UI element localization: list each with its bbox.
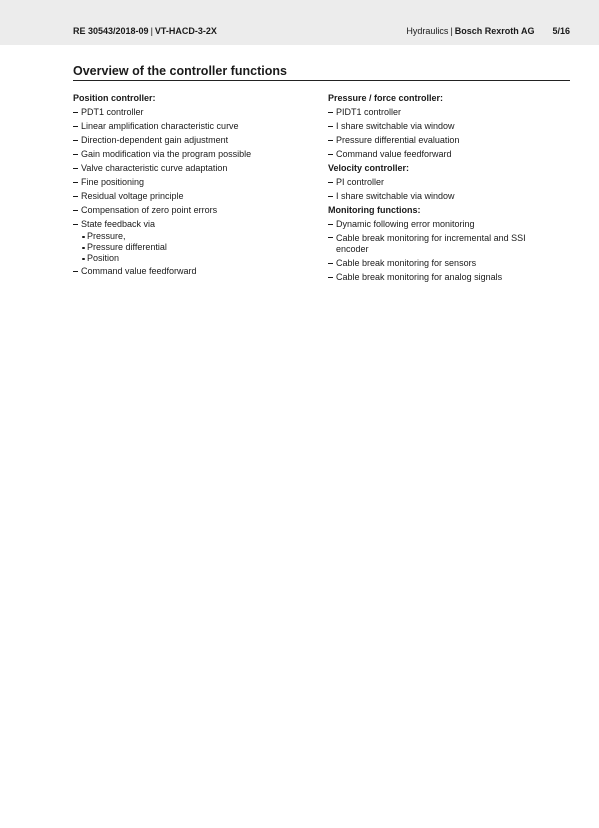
list-item: PI controller (328, 175, 543, 189)
list-item: Fine positioning (73, 175, 313, 189)
monitoring-functions-list (328, 217, 543, 284)
pressure-controller-heading: Pressure / force controller: (328, 93, 444, 103)
list-item: Compensation of zero point errors (73, 203, 313, 217)
sub-list-item: Pressure, (81, 231, 313, 242)
page-number: 5/16 (552, 26, 570, 36)
page-header (0, 0, 599, 45)
monitoring-functions-heading: Monitoring functions: (328, 205, 421, 215)
right-column (328, 91, 543, 284)
list-item: Linear amplification characteristic curve (73, 119, 313, 133)
header-doc-reference (73, 26, 217, 37)
list-item: I share switchable via window (328, 189, 543, 203)
header-company-info (406, 26, 570, 37)
list-item: PDT1 controller (73, 105, 313, 119)
pressure-controller-list (328, 105, 543, 161)
left-column (73, 91, 313, 278)
list-item: Residual voltage principle (73, 189, 313, 203)
header-separator: | (150, 26, 153, 36)
list-item: Pressure differential evaluation (328, 133, 543, 147)
position-controller-list (73, 105, 313, 278)
list-item: Dynamic following error monitoring (328, 217, 543, 231)
list-item: I share switchable via window (328, 119, 543, 133)
sub-list-item: Pressure differential (81, 242, 313, 253)
sub-list-item: Position (81, 253, 313, 264)
list-item: Cable break monitoring for incremental and SSI encoder (328, 231, 543, 256)
list-item: Cable break monitoring for sensors (328, 256, 543, 270)
state-feedback-sublist (81, 231, 313, 264)
list-item: Cable break monitoring for analog signals (328, 270, 543, 284)
velocity-controller-list (328, 175, 543, 203)
header-category: Hydraulics (406, 26, 449, 36)
list-item: Direction-dependent gain adjustment (73, 133, 313, 147)
position-controller-heading: Position controller: (73, 93, 156, 103)
header-separator: | (450, 26, 453, 36)
list-item-label: State feedback via (81, 219, 156, 229)
product-code: VT-HACD-3-2X (154, 26, 217, 36)
velocity-controller-heading: Velocity controller: (328, 163, 410, 173)
section-title: Overview of the controller functions (73, 64, 570, 81)
doc-number: RE 30543/2018-09 (73, 26, 149, 36)
list-item: Valve characteristic curve adaptation (73, 161, 313, 175)
list-item: Gain modification via the program possible (73, 147, 313, 161)
list-item: Command value feedforward (328, 147, 543, 161)
list-item: PIDT1 controller (328, 105, 543, 119)
company-name: Bosch Rexroth AG (454, 26, 535, 36)
list-item: Command value feedforward (73, 264, 313, 278)
list-item-state-feedback (73, 217, 313, 264)
